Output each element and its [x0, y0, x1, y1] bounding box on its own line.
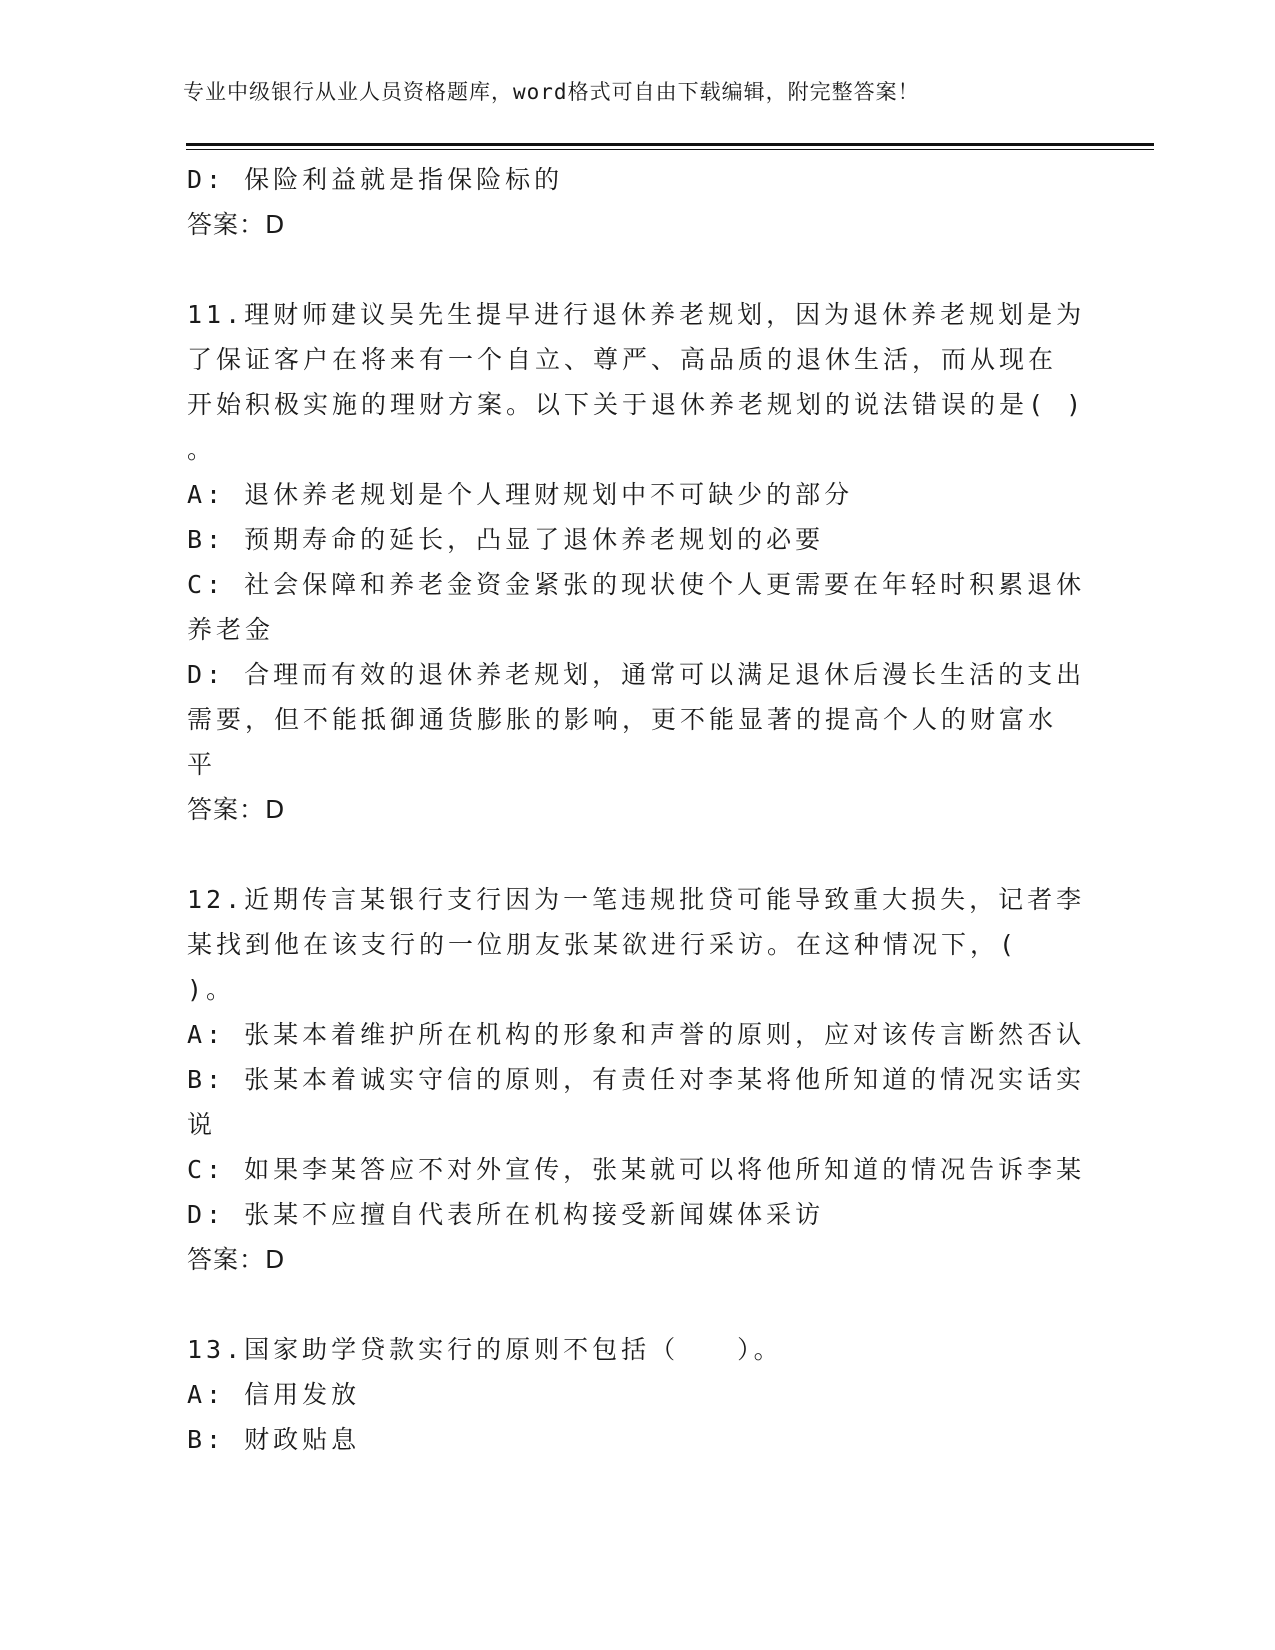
header-rule-thin [186, 149, 1154, 150]
spacer [187, 247, 1087, 292]
option-d-q11-line-2: 需要，但不能抵御通货膨胀的影响，更不能显著的提高个人的财富水 [187, 705, 1058, 734]
answer-q10: 答案：D [187, 210, 286, 239]
question-11-line-4: 。 [187, 435, 217, 464]
document-body [187, 157, 1087, 1462]
option-d-q12: D: 张某不应擅自代表所在机构接受新闻媒体采访 [187, 1200, 825, 1229]
option-c-q11-line-2: 养老金 [187, 615, 275, 644]
question-11-line-3: 开始积极实施的理财方案。以下关于退休养老规划的说法错误的是( ) [187, 390, 1086, 419]
answer-q11: 答案：D [187, 795, 286, 824]
page-header: 专业中级银行从业人员资格题库，word格式可自由下载编辑，附完整答案！ [183, 80, 920, 104]
option-b-q11: B: 预期寿命的延长，凸显了退休养老规划的必要 [187, 525, 825, 554]
option-d-q11-line-1: D: 合理而有效的退休养老规划，通常可以满足退休后漫长生活的支出 [187, 660, 1086, 689]
option-d-q10: D: 保险利益就是指保险标的 [187, 165, 564, 194]
option-d-q11-line-3: 平 [187, 750, 217, 779]
header-rule-thick [186, 143, 1154, 146]
question-11-line-1: 11.理财师建议吴先生提早进行退休养老规划，因为退休养老规划是为 [187, 300, 1086, 329]
option-c-q12: C: 如果李某答应不对外宣传，张某就可以将他所知道的情况告诉李某 [187, 1155, 1086, 1184]
option-c-q11-line-1: C: 社会保障和养老金资金紧张的现状使个人更需要在年轻时积累退休 [187, 570, 1086, 599]
question-11-line-2: 了保证客户在将来有一个自立、尊严、高品质的退休生活，而从现在 [187, 345, 1058, 374]
spacer [187, 832, 1087, 877]
question-12-line-3: )。 [187, 975, 236, 1004]
option-a-q12: A: 张某本着维护所在机构的形象和声誉的原则，应对该传言断然否认 [187, 1020, 1086, 1049]
answer-q12: 答案：D [187, 1245, 286, 1274]
question-12-line-1: 12.近期传言某银行支行因为一笔违规批贷可能导致重大损失，记者李 [187, 885, 1086, 914]
option-a-q13: A: 信用发放 [187, 1380, 361, 1409]
option-b-q12-line-2: 说 [187, 1110, 217, 1139]
question-13: 13.国家助学贷款实行的原则不包括（ ）。 [187, 1335, 783, 1364]
question-12-line-2: 某找到他在该支行的一位朋友张某欲进行采访。在这种情况下，( [187, 930, 1019, 959]
option-b-q13: B: 财政贴息 [187, 1425, 361, 1454]
option-a-q11: A: 退休养老规划是个人理财规划中不可缺少的部分 [187, 480, 854, 509]
spacer [187, 1282, 1087, 1327]
option-b-q12-line-1: B: 张某本着诚实守信的原则，有责任对李某将他所知道的情况实话实 [187, 1065, 1086, 1094]
